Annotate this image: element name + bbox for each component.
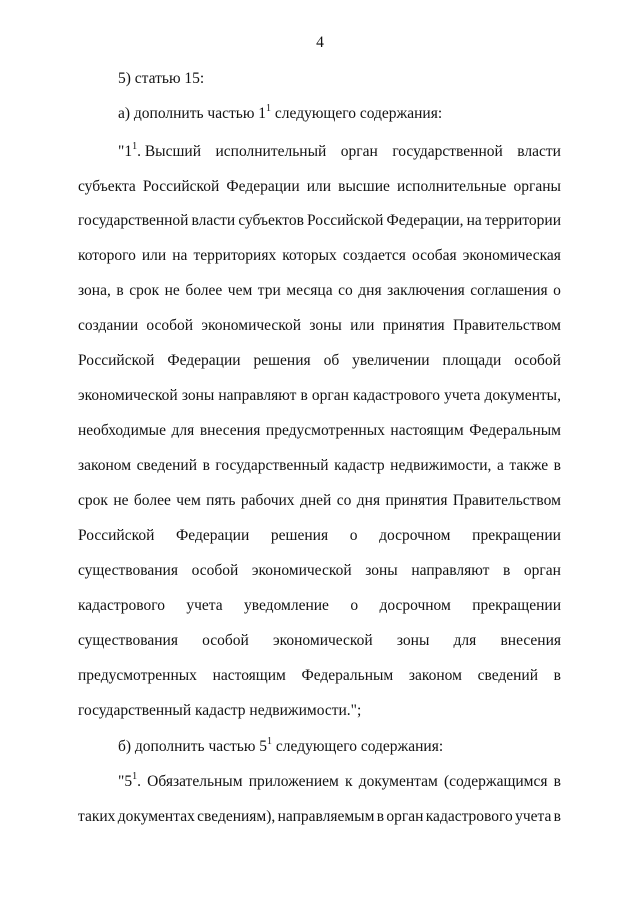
word: учета xyxy=(515,808,552,825)
word: соглашения xyxy=(470,282,548,299)
line-text: Обязательным xyxy=(147,773,243,790)
superscript: 1 xyxy=(266,102,272,114)
word: настоящим xyxy=(390,422,464,439)
word: законом xyxy=(408,667,462,684)
line-text: в xyxy=(553,773,561,790)
text-line-statia-15 xyxy=(118,69,561,89)
word: законом xyxy=(78,457,132,474)
word: орган xyxy=(386,808,424,825)
word: документы, xyxy=(484,387,561,404)
word: пять xyxy=(206,492,236,509)
word: особая xyxy=(411,247,457,264)
word: заключения xyxy=(387,282,465,299)
line-text: "$5^1$. xyxy=(118,770,141,790)
word: зоны xyxy=(396,632,430,649)
word: государственный xyxy=(215,457,329,474)
word: о xyxy=(553,282,561,299)
word: кадастр xyxy=(334,457,385,474)
text-line-18 xyxy=(78,666,561,686)
word: уведомление xyxy=(244,597,329,614)
word: Федерации xyxy=(176,527,250,544)
word: исполнительные xyxy=(397,178,507,195)
line-text: б) дополнить частью 5 xyxy=(118,738,268,755)
text-line-14 xyxy=(78,526,561,546)
word: внесения xyxy=(500,632,561,649)
word: более xyxy=(133,492,171,509)
word: в xyxy=(502,562,511,579)
word: три xyxy=(257,282,281,299)
word: документах xyxy=(117,808,195,825)
page-number: 4 xyxy=(316,34,324,51)
text-line-13 xyxy=(78,491,561,511)
text-line-19: государственный кадастр недвижимости."; xyxy=(78,702,362,719)
text-line-3 xyxy=(118,142,561,162)
text-line-9 xyxy=(78,351,561,371)
word: рабочих xyxy=(240,492,295,509)
text-line-5 xyxy=(78,211,561,231)
line-text: государственной xyxy=(392,143,503,160)
word: в xyxy=(376,808,385,825)
word: особой xyxy=(202,632,249,649)
line-text: следующего содержания: xyxy=(271,105,443,122)
word: кадастрового xyxy=(78,597,165,614)
text-line-item-b xyxy=(118,737,561,757)
word: сведениям), xyxy=(197,808,276,825)
word: субъектов xyxy=(238,212,304,229)
word: месяца xyxy=(286,282,333,299)
word: Правительством xyxy=(452,492,561,509)
word: принятия xyxy=(385,492,448,509)
word: Федеральным xyxy=(301,667,394,684)
word: особой xyxy=(514,352,561,369)
word: зона, xyxy=(78,282,111,299)
text-line-10 xyxy=(78,386,561,406)
word: или xyxy=(141,247,167,264)
word: или xyxy=(350,317,375,334)
word: Российской xyxy=(306,212,384,229)
word: внесения xyxy=(199,422,261,439)
word: таких xyxy=(78,808,116,825)
word: направляемым xyxy=(277,808,375,825)
word: необходимые xyxy=(78,422,166,439)
word: экономической xyxy=(201,317,302,334)
word: сведений xyxy=(136,457,198,474)
word: экономическая xyxy=(462,247,561,264)
text-line-16 xyxy=(78,596,561,616)
word: территории xyxy=(484,212,561,229)
word: учета xyxy=(444,387,481,404)
word: Федеральным xyxy=(469,422,561,439)
word: зоны xyxy=(181,387,215,404)
word: зоны xyxy=(365,562,398,579)
word: досрочном xyxy=(379,527,451,544)
word: направляют xyxy=(218,387,297,404)
word: не xyxy=(164,282,180,299)
line-text: а) дополнить частью 1 xyxy=(118,105,267,122)
word: которых xyxy=(282,247,337,264)
word: принятия xyxy=(382,317,445,334)
word: экономической xyxy=(272,632,373,649)
word: площади xyxy=(442,352,502,369)
line-text: власти xyxy=(517,143,561,160)
word: срок xyxy=(129,282,160,299)
word: территориях xyxy=(193,247,277,264)
word: решения xyxy=(253,352,311,369)
text-line-7 xyxy=(78,281,561,301)
line-text: к xyxy=(344,773,353,790)
word: особой xyxy=(146,317,194,334)
text-line-8 xyxy=(78,316,561,336)
word: экономической xyxy=(251,562,352,579)
word: Российской xyxy=(78,527,155,544)
word: которого xyxy=(78,247,136,264)
word: дня xyxy=(358,282,382,299)
superscript: 1 xyxy=(267,735,273,747)
line-text: 5) статью 15: xyxy=(118,70,205,87)
word: а xyxy=(496,457,504,474)
word: предусмотренных xyxy=(78,667,197,684)
word: также xyxy=(509,457,549,474)
word: в xyxy=(553,457,561,474)
word: Федерации xyxy=(226,178,300,195)
word: Правительством xyxy=(452,317,561,334)
word: существования xyxy=(78,632,178,649)
line-text: приложением xyxy=(248,773,339,790)
word: Российской xyxy=(78,352,155,369)
word: более xyxy=(185,282,223,299)
line-text: орган xyxy=(340,143,378,160)
word: или xyxy=(306,178,332,195)
text-line-17 xyxy=(78,631,561,651)
word: создании xyxy=(78,317,139,334)
word: субъекта xyxy=(78,178,136,195)
word: в xyxy=(300,387,308,404)
text-line-6 xyxy=(78,246,561,266)
word: срок xyxy=(78,492,108,509)
word: направляют xyxy=(411,562,490,579)
line-text: "$1^1$. Высший xyxy=(118,140,201,160)
word: предусмотренных xyxy=(265,422,385,439)
word: на xyxy=(172,247,188,264)
text-line-item-a xyxy=(118,104,561,124)
word: экономической xyxy=(78,387,178,404)
word: высшие xyxy=(338,178,390,195)
word: на xyxy=(466,212,482,229)
word: настоящим xyxy=(212,667,286,684)
word: власти xyxy=(191,212,236,229)
word: орган xyxy=(311,387,349,404)
word: чем xyxy=(227,282,253,299)
word: органы xyxy=(513,178,561,195)
line-text: следующего содержания: xyxy=(272,738,444,755)
word: со xyxy=(338,282,353,299)
word: Российской xyxy=(142,178,220,195)
word: решения xyxy=(270,527,329,544)
word: дней xyxy=(299,492,332,509)
word: со xyxy=(336,492,352,509)
word: кадастрового xyxy=(425,808,513,825)
word: в xyxy=(553,808,561,825)
word: не xyxy=(113,492,129,509)
word: об xyxy=(323,352,340,369)
word: о xyxy=(349,527,358,544)
text-line-4 xyxy=(78,177,561,197)
text-line-22 xyxy=(78,807,561,827)
word: дня xyxy=(356,492,381,509)
text-line-11 xyxy=(78,421,561,441)
line-text: исполнительный xyxy=(215,143,327,160)
word: учета xyxy=(186,597,223,614)
line-text: (содержащимся xyxy=(444,773,548,790)
word: существования xyxy=(78,562,178,579)
word: в xyxy=(553,667,561,684)
word: досрочном xyxy=(379,597,451,614)
word: особой xyxy=(191,562,239,579)
word: для xyxy=(171,422,195,439)
word: Федерации xyxy=(167,352,241,369)
word: орган xyxy=(523,562,561,579)
text-line-15 xyxy=(78,561,561,581)
word: прекращении xyxy=(472,597,561,614)
word: создается xyxy=(342,247,406,264)
word: о xyxy=(350,597,359,614)
word: чем xyxy=(176,492,201,509)
word: Федерации, xyxy=(386,212,464,229)
word: государственной xyxy=(78,212,189,229)
word: для xyxy=(453,632,477,649)
word: в xyxy=(116,282,124,299)
word: увеличении xyxy=(352,352,430,369)
word: недвижимости, xyxy=(390,457,492,474)
line-text: документам xyxy=(358,773,438,790)
word: в xyxy=(202,457,210,474)
word: кадастрового xyxy=(353,387,440,404)
text-line-12 xyxy=(78,456,561,476)
word: сведений xyxy=(477,667,539,684)
text-line-21 xyxy=(118,772,561,792)
word: прекращении xyxy=(472,527,561,544)
word: зоны xyxy=(309,317,342,334)
